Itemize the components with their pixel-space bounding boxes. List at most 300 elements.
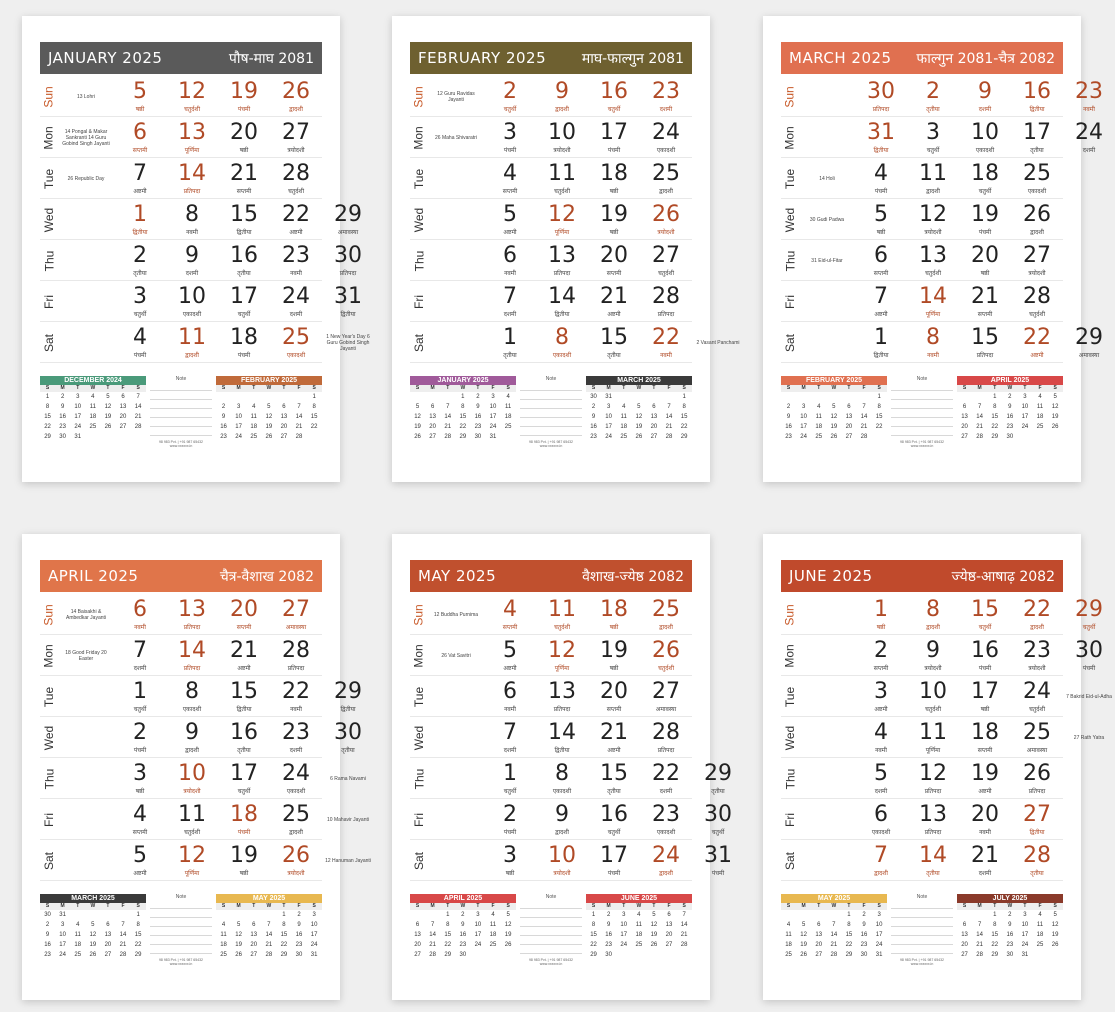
mini-date [661,950,676,960]
date-cell[interactable] [1011,117,1063,158]
mini-date: 16 [474,414,482,420]
date-number: 26 [282,843,310,868]
date-cell[interactable] [640,635,692,676]
notes-area[interactable] [891,894,953,974]
date-number: 29 [334,679,362,704]
date-cell[interactable] [484,799,536,840]
mini-date: 17 [800,424,807,430]
date-cell[interactable] [218,840,270,881]
date-cell[interactable] [959,676,1011,717]
mini-date: 19 [1051,932,1059,938]
mini-date: 13 [280,414,288,420]
mini-date [261,910,276,920]
date-cell[interactable] [536,799,588,840]
date-cell[interactable] [484,840,536,881]
notes-area[interactable] [891,376,953,456]
date-cell[interactable] [1063,322,1115,363]
holiday-note: 12 Guru Ravidas Jayanti [437,90,475,103]
mini-date: 2 [60,394,65,400]
date-number: 18 [971,720,999,745]
date-cell[interactable] [959,117,1011,158]
mini-week [586,402,692,412]
tithi-label: द्वितीया [554,748,570,754]
date-cell[interactable] [536,840,588,881]
mini-weekdays: S M T W T F S [40,903,146,910]
date-cell[interactable] [907,840,959,881]
date-cell[interactable] [484,158,536,199]
date-cell[interactable] [166,199,218,240]
date-cell[interactable] [536,117,588,158]
date-cell[interactable] [855,117,907,158]
date-cell[interactable] [536,717,588,758]
date-cell[interactable] [640,594,692,635]
mini-month-title: JANUARY 2025 [410,376,516,385]
date-cell[interactable] [959,322,1011,363]
date-cell[interactable] [218,281,270,322]
date-cell[interactable] [166,281,218,322]
mini-weekdays: S M T W T F S [410,903,516,910]
date-cell[interactable] [959,635,1011,676]
date-number: 25 [652,597,680,622]
date-cell[interactable] [907,322,959,363]
date-cell[interactable] [270,594,322,635]
date-cell[interactable] [907,281,959,322]
date-cell[interactable] [270,117,322,158]
mini-date: 8 [446,922,450,928]
date-cell[interactable] [484,322,536,363]
date-cell[interactable] [114,594,166,635]
date-cell[interactable] [270,199,322,240]
date-cell[interactable] [166,322,218,363]
mini-date: 13 [961,932,968,938]
mini-date [307,432,322,442]
date-cell[interactable] [907,676,959,717]
mini-date: 4 [1038,394,1042,400]
date-cell[interactable] [114,676,166,717]
mini-date: 5 [91,922,95,928]
holiday-note [801,322,853,363]
date-cell[interactable] [907,76,959,117]
mini-week [40,930,146,940]
mini-date: 22 [280,942,288,948]
date-cell[interactable] [588,799,640,840]
date-cell[interactable] [270,840,322,881]
week-row [40,840,371,881]
date-cell[interactable] [218,676,270,717]
date-cell[interactable] [855,799,907,840]
notes-area[interactable] [520,894,582,974]
mini-date: 28 [665,434,673,440]
date-cell[interactable] [1011,281,1063,322]
date-cell[interactable] [959,240,1011,281]
date-cell[interactable] [692,799,744,840]
date-cell[interactable] [1011,840,1063,881]
date-cell[interactable] [588,635,640,676]
date-cell[interactable] [1011,758,1063,799]
date-cell[interactable] [536,76,588,117]
mini-date: 26 [1051,424,1059,430]
date-cell[interactable] [114,635,166,676]
date-cell[interactable] [322,240,374,281]
date-cell[interactable] [114,758,166,799]
mini-date: 27 [650,434,658,440]
date-number: 24 [282,284,310,309]
day-name: Sat [783,333,798,352]
date-cell[interactable] [1011,158,1063,199]
date-cell[interactable] [1063,76,1115,117]
tithi-label: द्वादशी [874,871,888,877]
date-cell[interactable] [218,158,270,199]
date-cell[interactable] [484,281,536,322]
date-cell[interactable] [270,158,322,199]
date-cell[interactable] [536,635,588,676]
date-cell[interactable] [640,158,692,199]
date-cell[interactable] [114,199,166,240]
date-cell[interactable] [114,799,166,840]
mini-date: 9 [786,414,791,420]
tithi-label: द्वितीया [132,230,148,236]
date-cell[interactable] [322,676,374,717]
mini-week [40,950,146,960]
date-cell[interactable] [959,76,1011,117]
mini-date: 2 [786,404,791,410]
date-cell[interactable] [114,117,166,158]
date-cell[interactable] [114,322,166,363]
date-number: 17 [230,761,258,786]
date-cell[interactable] [484,240,536,281]
mini-date: 25 [1036,942,1044,948]
date-cell[interactable] [166,676,218,717]
date-cell[interactable] [484,758,536,799]
mini-date: 17 [74,414,82,420]
date-cell[interactable] [855,840,907,881]
date-cell[interactable] [218,758,270,799]
mini-date: 2 [297,912,301,918]
holiday-note [430,322,482,363]
tithi-label: पूर्णिमा [554,230,570,236]
tithi-label: द्वादशी [555,830,569,836]
date-cell[interactable] [907,758,959,799]
date-cell[interactable] [166,799,218,840]
tithi-label: एकादशी [552,789,572,795]
date-number: 1 [133,202,147,227]
mini-date [661,392,676,402]
date-cell[interactable] [1063,594,1115,635]
date-cell[interactable] [640,240,692,281]
date-cell[interactable] [907,717,959,758]
date-cell[interactable] [692,758,744,799]
date-number: 10 [548,843,576,868]
tithi-label: पंचमी [133,353,147,359]
date-cell[interactable] [855,240,907,281]
week-row [40,281,362,322]
date-cell[interactable] [855,758,907,799]
holiday-note [801,840,853,881]
date-cell[interactable] [1011,594,1063,635]
date-cell[interactable] [114,240,166,281]
date-cell[interactable] [166,76,218,117]
date-cell[interactable] [484,635,536,676]
date-number: 5 [874,761,888,786]
date-cell[interactable] [640,117,692,158]
date-cell[interactable] [640,758,692,799]
mini-date [1032,950,1047,960]
date-cell[interactable] [588,158,640,199]
date-cell[interactable] [114,158,166,199]
week-row [40,76,322,117]
date-number: 28 [282,638,310,663]
date-cell[interactable] [1011,240,1063,281]
date-cell[interactable] [270,717,322,758]
tithi-label: द्वितीया [236,230,252,236]
mini-date: 12 [650,922,658,928]
date-cell[interactable] [855,199,907,240]
date-cell[interactable] [114,717,166,758]
date-cell[interactable] [907,799,959,840]
holiday-note [430,758,482,799]
mini-date: 3 [606,404,611,410]
mini-date: 25 [489,942,497,948]
date-cell[interactable] [588,594,640,635]
tithi-label: एकादशी [975,148,995,154]
date-number: 3 [133,284,147,309]
date-cell[interactable] [536,199,588,240]
date-cell[interactable] [1011,717,1063,758]
date-number: 16 [600,79,628,104]
date-cell[interactable] [1011,635,1063,676]
tithi-label: द्वितीया [1029,107,1045,113]
date-cell[interactable] [959,799,1011,840]
date-cell[interactable] [640,676,692,717]
date-number: 14 [178,161,206,186]
date-cell[interactable] [1063,635,1115,676]
mini-week [410,412,516,422]
tithi-label: दशमी [874,789,888,795]
notes-area[interactable] [150,894,212,974]
date-cell[interactable] [959,281,1011,322]
date-number: 5 [503,202,517,227]
date-cell[interactable] [536,240,588,281]
week-row [781,594,1103,635]
date-cell[interactable] [959,717,1011,758]
date-cell[interactable] [484,76,536,117]
date-cell[interactable] [114,840,166,881]
notes-label: Note [175,894,187,900]
date-cell[interactable] [218,635,270,676]
mini-date: 22 [310,424,318,430]
date-cell[interactable] [855,281,907,322]
date-cell[interactable] [218,199,270,240]
date-cell[interactable] [166,117,218,158]
date-cell[interactable] [907,594,959,635]
date-cell[interactable] [484,594,536,635]
date-cell[interactable] [166,758,218,799]
date-cell[interactable] [270,635,322,676]
date-cell[interactable] [218,799,270,840]
date-cell[interactable] [907,635,959,676]
date-cell[interactable] [588,281,640,322]
date-cell[interactable] [640,840,692,881]
mini-date: 29 [44,434,51,440]
date-cell[interactable] [536,758,588,799]
date-cell[interactable] [588,322,640,363]
date-cell[interactable] [640,322,692,363]
mini-date: 21 [134,414,142,420]
mini-date: 15 [310,414,318,420]
date-cell[interactable] [907,240,959,281]
date-cell[interactable] [640,76,692,117]
date-cell[interactable] [1011,676,1063,717]
mini-date [781,392,796,402]
date-cell[interactable] [270,322,322,363]
date-cell[interactable] [218,117,270,158]
date-cell[interactable] [588,240,640,281]
date-cell[interactable] [270,799,322,840]
date-number: 12 [919,761,947,786]
mini-date: 20 [429,424,436,430]
date-number: 9 [978,79,992,104]
date-cell[interactable] [959,594,1011,635]
mini-date: 14 [429,932,436,938]
tithi-label: प्रतिपदा [976,353,994,359]
mini-date [501,432,516,442]
date-cell[interactable] [536,594,588,635]
date-cell[interactable] [270,281,322,322]
mini-date: 23 [1006,424,1014,430]
mini-date: 25 [89,424,97,430]
mini-date: 13 [845,414,853,420]
date-cell[interactable] [536,676,588,717]
date-cell[interactable] [270,240,322,281]
date-cell[interactable] [1011,199,1063,240]
date-cell[interactable] [1063,117,1115,158]
date-cell[interactable] [640,717,692,758]
date-cell[interactable] [322,281,374,322]
date-cell[interactable] [218,76,270,117]
date-number: 26 [1023,761,1051,786]
date-number: 21 [971,284,999,309]
mini-date: 10 [59,932,66,938]
date-cell[interactable] [855,322,907,363]
date-cell[interactable] [536,322,588,363]
date-cell[interactable] [1011,322,1063,363]
date-cell[interactable] [588,199,640,240]
mini-date: 8 [847,922,851,928]
date-cell[interactable] [484,117,536,158]
date-cell[interactable] [114,76,166,117]
day-name: Tue [783,168,798,189]
date-cell[interactable] [166,840,218,881]
date-cell[interactable] [855,717,907,758]
date-cell[interactable] [166,240,218,281]
mini-date: 2 [461,912,465,918]
mini-date: 26 [89,952,97,958]
date-cell[interactable] [907,158,959,199]
date-cell[interactable] [959,199,1011,240]
date-cell[interactable] [536,158,588,199]
date-cell[interactable] [270,76,322,117]
date-cell[interactable] [1011,799,1063,840]
date-cell[interactable] [484,717,536,758]
date-number: 8 [555,761,569,786]
date-cell[interactable] [166,635,218,676]
date-cell[interactable] [855,594,907,635]
date-cell[interactable] [166,717,218,758]
tithi-label: पंचमी [237,830,251,836]
mini-date: 11 [504,404,512,410]
mini-date: 9 [862,922,866,928]
notes-area[interactable] [520,376,582,456]
date-cell[interactable] [166,158,218,199]
calendar-footer [410,376,692,456]
date-number: 8 [185,202,199,227]
date-cell[interactable] [959,840,1011,881]
mini-date: 23 [590,434,597,440]
date-cell[interactable] [270,758,322,799]
date-number: 19 [971,202,999,227]
date-cell[interactable] [484,676,536,717]
mini-date [1048,432,1063,442]
mini-week [957,950,1063,960]
date-cell[interactable] [114,281,166,322]
holiday-note [801,799,853,840]
date-cell[interactable] [166,594,218,635]
date-cell[interactable] [270,676,322,717]
mini-week [410,432,516,442]
date-number: 15 [600,325,628,350]
date-cell[interactable] [855,76,907,117]
date-cell[interactable] [588,717,640,758]
date-cell[interactable] [484,199,536,240]
date-cell[interactable] [588,840,640,881]
date-cell[interactable] [640,281,692,322]
date-cell[interactable] [588,758,640,799]
day-name: Wed [42,207,56,232]
mini-date [501,950,516,960]
date-cell[interactable] [218,240,270,281]
date-cell[interactable] [640,199,692,240]
date-number: 2 [133,243,147,268]
hindi-month-title: पौष-माघ 2081 [228,50,314,67]
date-cell[interactable] [218,594,270,635]
date-cell[interactable] [907,199,959,240]
date-cell[interactable] [640,799,692,840]
month-grid [781,76,1103,363]
date-cell[interactable] [588,117,640,158]
holiday-note [60,717,112,758]
date-cell[interactable] [218,322,270,363]
date-cell[interactable] [855,158,907,199]
date-number: 18 [600,161,628,186]
date-cell[interactable] [855,635,907,676]
date-cell[interactable] [907,117,959,158]
date-cell[interactable] [588,676,640,717]
date-cell[interactable] [855,676,907,717]
date-cell[interactable] [218,717,270,758]
notes-area[interactable] [150,376,212,456]
date-cell[interactable] [536,281,588,322]
date-cell[interactable] [959,158,1011,199]
mini-weekdays: S M T W T F S [957,903,1063,910]
date-cell[interactable] [959,758,1011,799]
tithi-label: चतुर्थी [133,707,147,713]
date-cell[interactable] [322,199,374,240]
date-cell[interactable] [322,717,374,758]
date-cell[interactable] [588,76,640,117]
date-cell[interactable] [1011,76,1063,117]
mini-date: 12 [89,932,97,938]
date-cell[interactable] [692,840,744,881]
